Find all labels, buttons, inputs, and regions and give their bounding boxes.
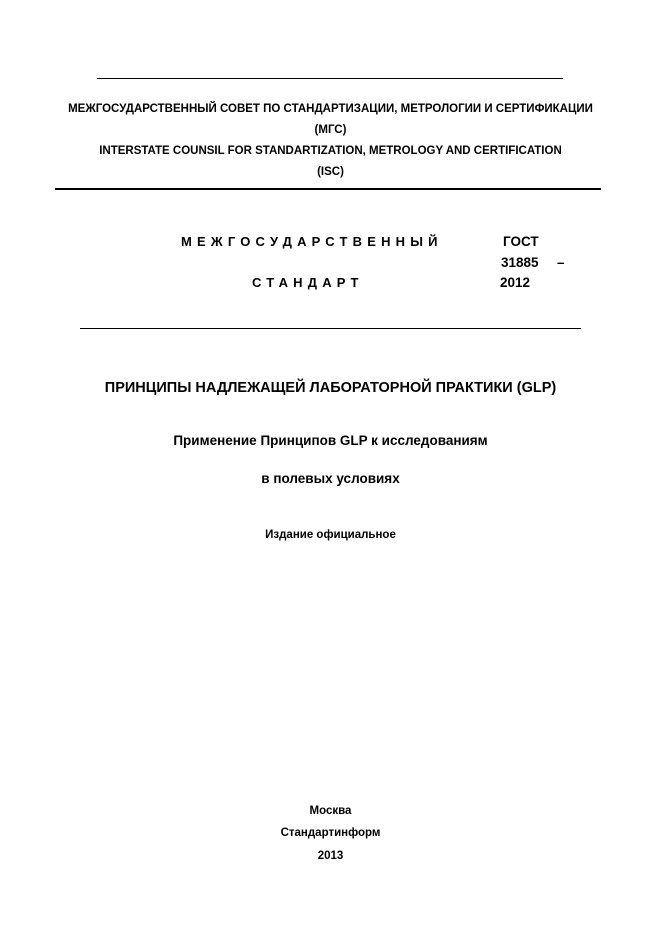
footer-publisher: Стандартинформ xyxy=(280,827,381,839)
gost-dash: – xyxy=(557,255,565,270)
footer-city: Москва xyxy=(309,805,352,817)
footer-year: 2013 xyxy=(317,850,344,862)
council-abbr-en: (ISC) xyxy=(317,166,344,178)
top-rule xyxy=(97,78,563,79)
designation-line2: СТАНДАРТ xyxy=(252,275,364,290)
council-abbr-ru: (МГС) xyxy=(314,124,347,136)
document-subtitle-line1: Применение Принципов GLP к исследованиям xyxy=(173,433,488,448)
gost-year: 2012 xyxy=(500,275,531,290)
designation-rule xyxy=(80,328,581,329)
document-title: ПРИНЦИПЫ НАДЛЕЖАЩЕЙ ЛАБОРАТОРНОЙ ПРАКТИКИ (GLP) xyxy=(104,380,557,396)
designation-line1: МЕЖГОСУДАРСТВЕННЫЙ xyxy=(181,234,443,249)
edition-note: Издание официальное xyxy=(265,529,396,541)
council-name-en: INTERSTATE COUNSIL FOR STANDARTIZATION, METROLOGY AND CERTIFICATION xyxy=(99,145,562,157)
document-subtitle-line2: в полевых условиях xyxy=(261,471,400,486)
gost-number: 31885 xyxy=(501,255,539,270)
council-name-ru: МЕЖГОСУДАРСТВЕННЫЙ СОВЕТ ПО СТАНДАРТИЗАЦИИ, МЕТРОЛОГИИ И СЕРТИФИКАЦИИ xyxy=(68,103,593,115)
header-rule xyxy=(55,188,601,190)
gost-label: ГОСТ xyxy=(503,234,539,249)
